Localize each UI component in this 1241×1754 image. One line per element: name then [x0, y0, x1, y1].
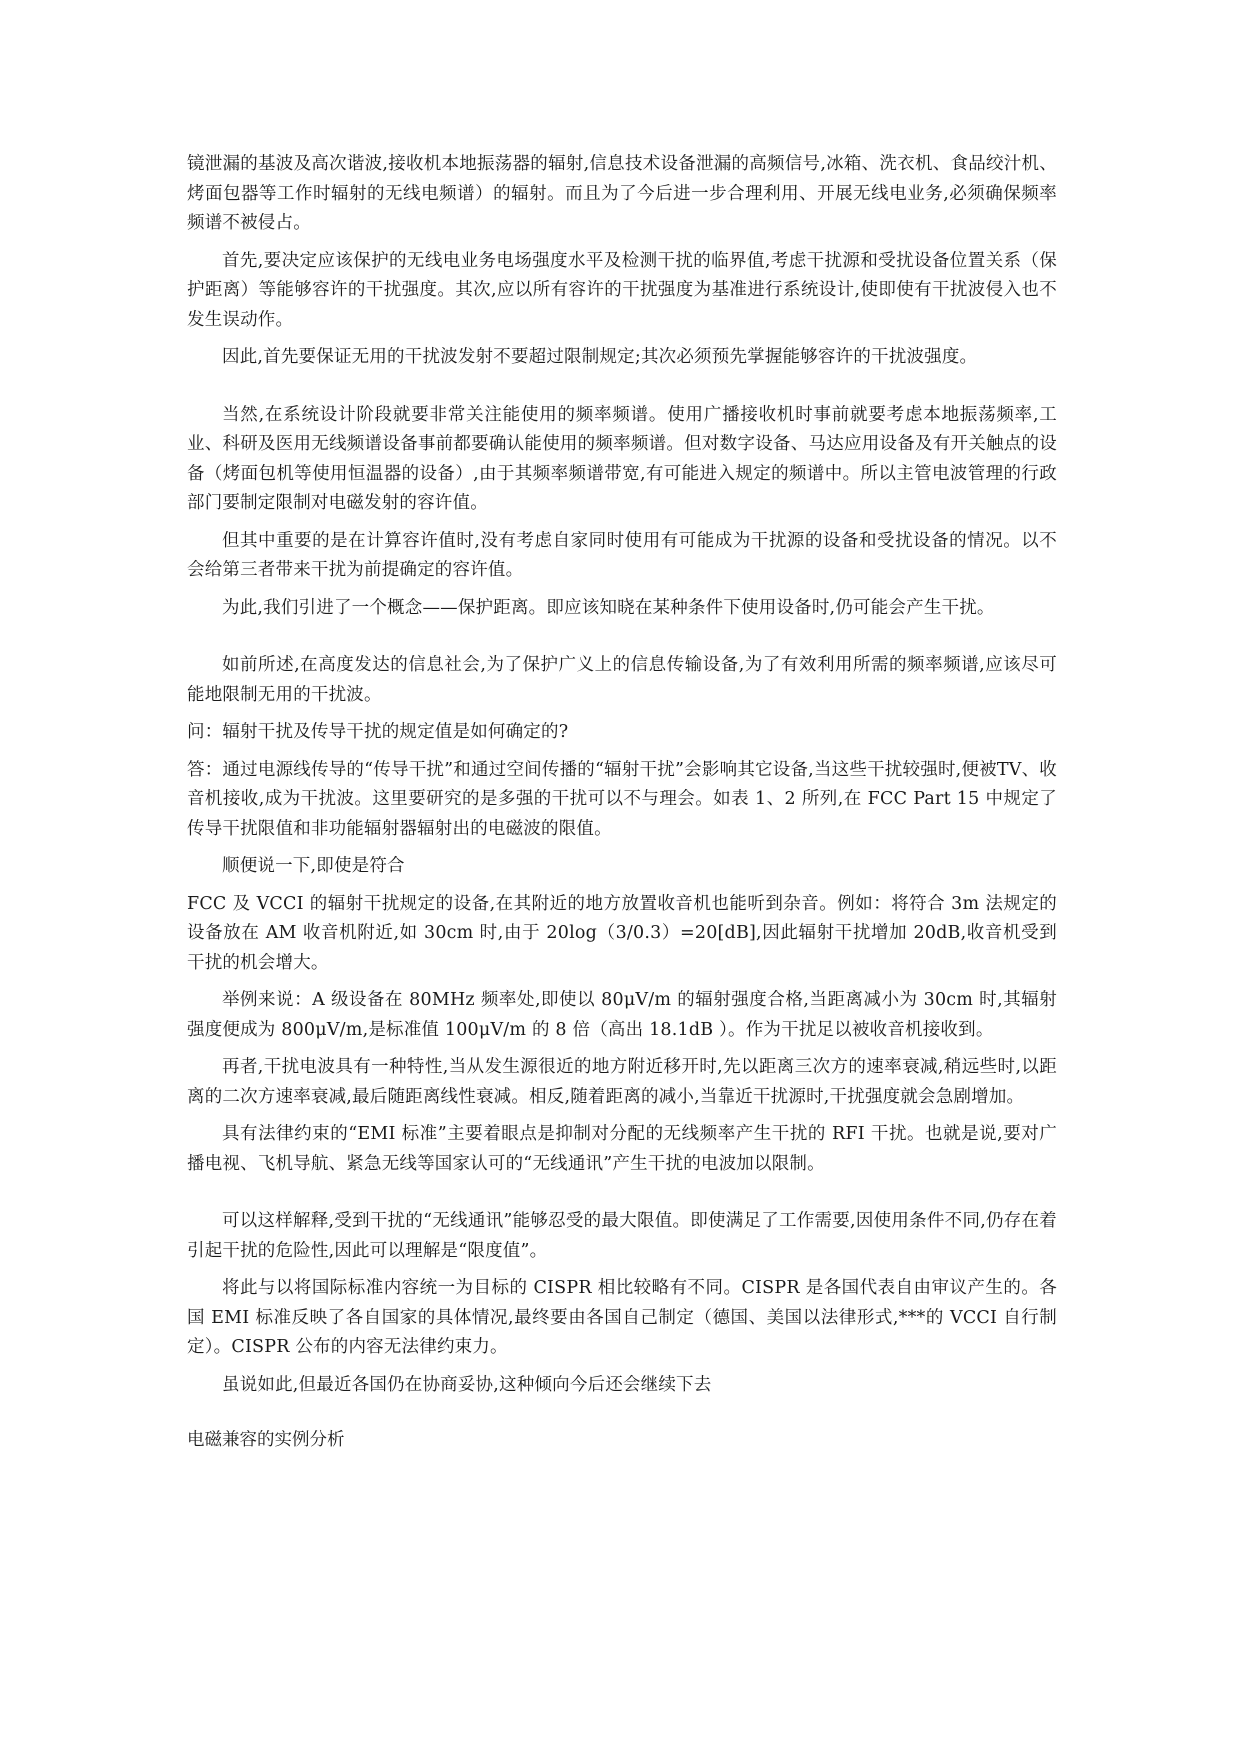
paragraph-limit-value: 可以这样解释,受到干扰的“无线通讯”能够忍受的最大限值。即使满足了工作需要,因使用条件不同,仍存在着引起干扰的危险性,因此可以理解是“限度值”。	[187, 1211, 1057, 1261]
paragraph-negotiation: 虽说如此,但最近各国仍在协商妥协,这种倾向今后还会继续下去	[222, 1374, 712, 1395]
paragraph-information-society: 如前所述,在高度发达的信息社会,为了保护广义上的信息传输设备,为了有效利用所需的频率频谱,应该尽可能地限制无用的干扰波。	[187, 655, 1057, 705]
paragraph-example-class-a: 举例来说：A 级设备在 80MHz 频率处,即使以 80μV/m 的辐射强度合格,当距离减小为 30cm 时,其辐射强度便成为 800μV/m,是标准值 100μV/m 的 8 倍（高出 18.1dB ）。作为干扰足以被收音机接收到。	[187, 990, 1057, 1040]
spacer	[187, 631, 1057, 651]
question-text: 问：辐射干扰及传导干扰的规定值是如何确定的?	[187, 722, 569, 742]
paragraph-system-design: 当然,在系统设计阶段就要非常关注能使用的频率频谱。使用广播接收机时事前就要考虑本地振荡频率,工业、科研及医用无线频谱设备事前都要确认能使用的频率频谱。但对数字设备、马达应用设备及有开关触点的设备（烤面包机等使用恒温器的设备）,由于其频率频谱带宽,有可能进入规定的频谱中。所以主管电波管理的行政部门要制定限制对电磁发射的容许值。	[187, 404, 1057, 513]
paragraph-allowable-value: 但其中重要的是在计算容许值时,没有考虑自家同时使用有可能成为干扰源的设备和受扰设备的情况。以不会给第三者带来干扰为前提确定的容许值。	[187, 530, 1057, 580]
paragraph-attenuation: 再者,干扰电波具有一种特性,当从发生源很近的地方附近移开时,先以距离三次方的速率衰减,稍远些时,以距离的二次方速率衰减,最后随距离线性衰减。相反,随着距离的减小,当靠近干扰源时,干扰强度就会急剧增加。	[187, 1057, 1057, 1107]
paragraph-cispr: 将此与以将国际标准内容统一为目标的 CISPR 相比较略有不同。CISPR 是各国代表自由审议产生的。各国 EMI 标准反映了各自国家的具体情况,最终要由各国自己制定（德国、美国以法律形式,***的 VCCI 自行制定）。CISPR 公布的内容无法律约束力。	[187, 1278, 1057, 1357]
spacer	[187, 1187, 1057, 1207]
paragraph-emi-standard: 具有法律约束的“EMI 标准”主要着眼点是抑制对分配的无线频率产生干扰的 RFI 干扰。也就是说,要对广播电视、飞机导航、紧急无线等国家认可的“无线通讯”产生干扰的电波加以限制。	[187, 1124, 1057, 1174]
paragraph-protection-threshold: 首先,要决定应该保护的无线电业务电场强度水平及检测干扰的临界值,考虑干扰源和受扰设备位置关系（保护距离）等能够容许的干扰强度。其次,应以所有容许的干扰强度为基准进行系统设计,使即使有干扰波侵入也不发生误动作。	[187, 250, 1057, 330]
paragraph-protection-distance: 为此,我们引进了一个概念——保护距离。即应该知晓在某种条件下使用设备时,仍可能会产生干扰。	[222, 597, 995, 618]
spacer	[187, 381, 1057, 401]
paragraph-emission-limit: 因此,首先要保证无用的干扰波发射不要超过限制规定;其次必须预先掌握能够容许的干扰波强度。	[222, 347, 978, 367]
paragraph-fcc-vcci: FCC 及 VCCI 的辐射干扰规定的设备,在其附近的地方放置收音机也能听到杂音。例如：将符合 3m 法规定的设备放在 AM 收音机附近,如 30cm 时,由于 20log（3/0.3）=20[dB],因此辐射干扰增加 20dB,收音机受到干扰的机会增大。	[187, 893, 1057, 973]
document-page	[187, 150, 1057, 1456]
paragraph-by-the-way: 顺便说一下,即使是符合	[222, 856, 405, 876]
answer-text: 答：通过电源线传导的“传导干扰”和通过空间传播的“辐射干扰”会影响其它设备,当这些干扰较强时,便被TV、收音机接收,成为干扰波。这里要研究的是多强的干扰可以不与理会。如表 1、2 所列,在 FCC Part 15 中规定了传导干扰限值和非功能辐射器辐射出的电磁波的限值。	[187, 759, 1057, 839]
paragraph-intro-continuation: 镜泄漏的基波及高次谐波,接收机本地振荡器的辐射,信息技术设备泄漏的高频信号,冰箱、洗衣机、食品绞汁机、烤面包器等工作时辐射的无线电频谱）的辐射。而且为了今后进一步合理利用、开展无线电业务,必须确保频率频谱不被侵占。	[187, 154, 1057, 233]
section-title: 电磁兼容的实例分析	[187, 1430, 345, 1450]
